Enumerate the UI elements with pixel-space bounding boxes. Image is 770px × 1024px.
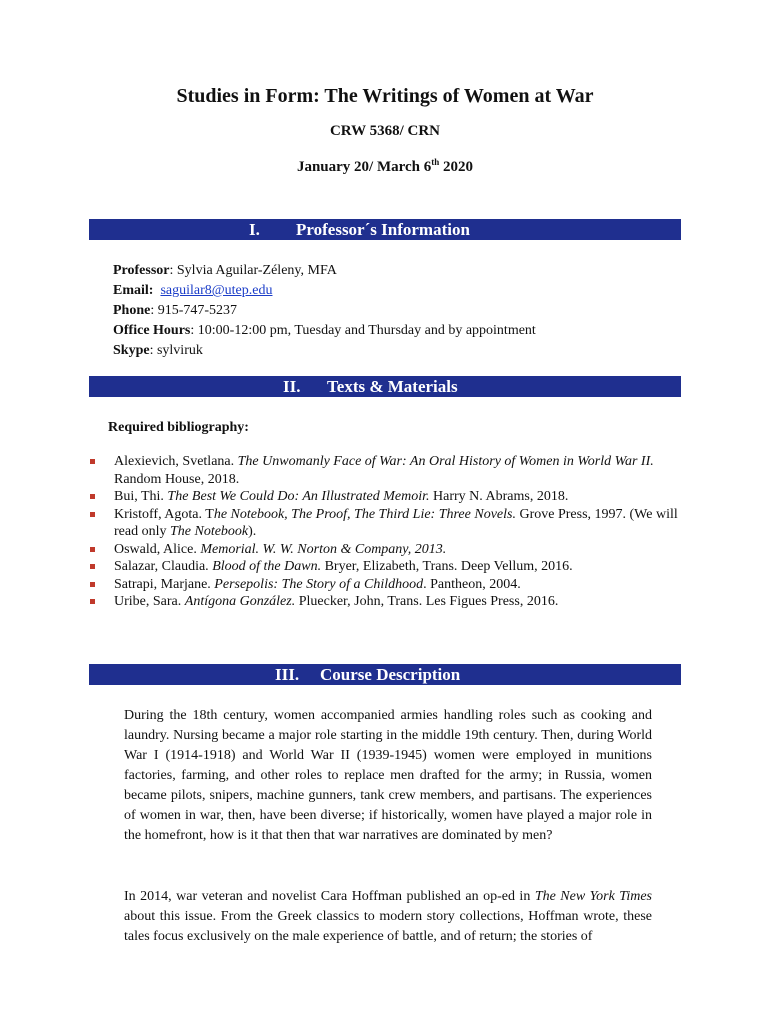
entry-title: The Best We Could Do: An Illustrated Memoir.: [167, 489, 430, 504]
entry-author: Oswald, Alice.: [114, 541, 201, 557]
list-item: [90, 541, 680, 559]
square-bullet-icon: [90, 512, 95, 517]
entry-title: Persepolis: The Story of a Childhood: [214, 576, 424, 592]
section-number: III.: [275, 665, 300, 684]
entry-title: Blood of the Dawn.: [212, 559, 322, 574]
square-bullet-icon: [90, 494, 95, 499]
list-item: [90, 506, 680, 541]
description-paragraph-2: [124, 887, 652, 947]
entry-title: Memorial. W. W. Norton & Company, 2013.: [200, 541, 447, 557]
entry-publisher: . Pantheon, 2004.: [423, 576, 521, 592]
square-bullet-icon: [90, 599, 95, 604]
entry-note-title: The Notebook: [169, 524, 249, 539]
dates-prefix: January 20/ March 6: [296, 159, 432, 175]
professor-label: Professor: [113, 263, 170, 278]
required-bibliography-heading: Required bibliography:: [108, 420, 249, 435]
section-title: Course Description: [320, 665, 461, 684]
square-bullet-icon: [90, 459, 95, 464]
newspaper-title: The New York Times: [534, 889, 652, 904]
square-bullet-icon: [90, 547, 95, 552]
office-hours-label: Office Hours: [113, 323, 191, 338]
square-bullet-icon: [90, 564, 95, 569]
course-title: Studies in Form: The Writings of Women at War: [176, 85, 594, 107]
list-item: [90, 593, 680, 611]
entry-publisher: Harry N. Abrams, 2018.: [429, 489, 569, 504]
section-number: I.: [249, 220, 260, 239]
entry-title: Antígona González.: [184, 594, 296, 609]
professor-value: : Sylvia Aguilar-Zéleny, MFA: [169, 263, 337, 278]
entry-publisher: Bryer, Elizabeth, Trans. Deep Vellum, 2016.: [321, 559, 573, 574]
professor-row: [113, 261, 536, 281]
entry-author: Kristoff, Agota. T: [114, 506, 214, 522]
entry-publisher: Random House, 2018.: [114, 471, 240, 487]
description-paragraph-1: During the 18th century, women accompanied armies handling roles such as cooking and laundry. Nursing became a major role starting in the middle 19th century. Then, during World War I (1914-1918) and World War II (1939-1945) women were employed in munitions factories, farming, and other roles to replace men drafted for the army; in Russia, women became pilots, snipers, machine gunners, tank crew members, and partisans. The experiences of women in war, then, have been diverse; if historically, women have played a major role in the homefront, how is it that then that war narratives are dominated by men?: [124, 708, 652, 843]
list-item: [90, 453, 680, 488]
course-dates: [0, 152, 770, 177]
course-code: CRW 5368/ CRN: [329, 123, 441, 139]
section-banner-texts: [89, 376, 681, 397]
skype-value: : sylviruk: [149, 343, 203, 358]
entry-author: Satrapi, Marjane.: [114, 576, 215, 592]
skype-label: Skype: [113, 343, 150, 358]
dates-suffix: 2020: [439, 159, 474, 175]
entry-author: Salazar, Claudia.: [114, 559, 213, 574]
list-item: [90, 558, 680, 576]
office-hours-row: [113, 321, 536, 341]
section-banner-description: [89, 664, 681, 685]
entry-publisher: Grove Press, 1997. (We will read only: [114, 506, 678, 539]
bibliography-list: [90, 453, 680, 611]
entry-publisher: Pluecker, John, Trans. Les Figues Press, 2016.: [295, 594, 559, 609]
email-label: Email:: [113, 283, 154, 298]
section-title: Professor´s Information: [296, 220, 470, 239]
entry-author: Uribe, Sara.: [114, 594, 185, 609]
professor-info: [113, 261, 536, 361]
office-hours-value: : 10:00-12:00 pm, Tuesday and Thursday and by appointment: [190, 323, 536, 338]
dates-sup: th: [431, 157, 440, 167]
skype-row: [113, 341, 536, 361]
entry-author: Alexievich, Svetlana.: [114, 454, 238, 469]
paragraph-text: about this issue. From the Greek classics to modern story collections, Hoffman wrote, these tales focus exclusively on the male experience of battle, and of return; the stories of: [124, 909, 652, 944]
entry-title: he Notebook, The Proof, The Third Lie: Three Novels.: [213, 506, 516, 522]
section-banner-professor: [89, 219, 681, 240]
section-number: II.: [283, 377, 301, 396]
phone-label: Phone: [113, 303, 151, 318]
email-row: [113, 281, 536, 301]
entry-note-end: ).: [248, 524, 257, 539]
entry-title: The Unwomanly Face of War: An Oral History of Women in World War II.: [237, 454, 654, 469]
phone-row: [113, 301, 536, 321]
list-item: [90, 576, 680, 594]
list-item: [90, 488, 680, 506]
entry-author: Bui, Thi.: [114, 489, 168, 504]
phone-value: : 915-747-5237: [150, 303, 238, 318]
paragraph-text: In 2014, war veteran and novelist Cara Hoffman published an op-ed in: [124, 889, 535, 904]
square-bullet-icon: [90, 582, 95, 587]
section-title: Texts & Materials: [327, 377, 458, 396]
email-link[interactable]: saguilar8@utep.edu: [160, 283, 273, 298]
